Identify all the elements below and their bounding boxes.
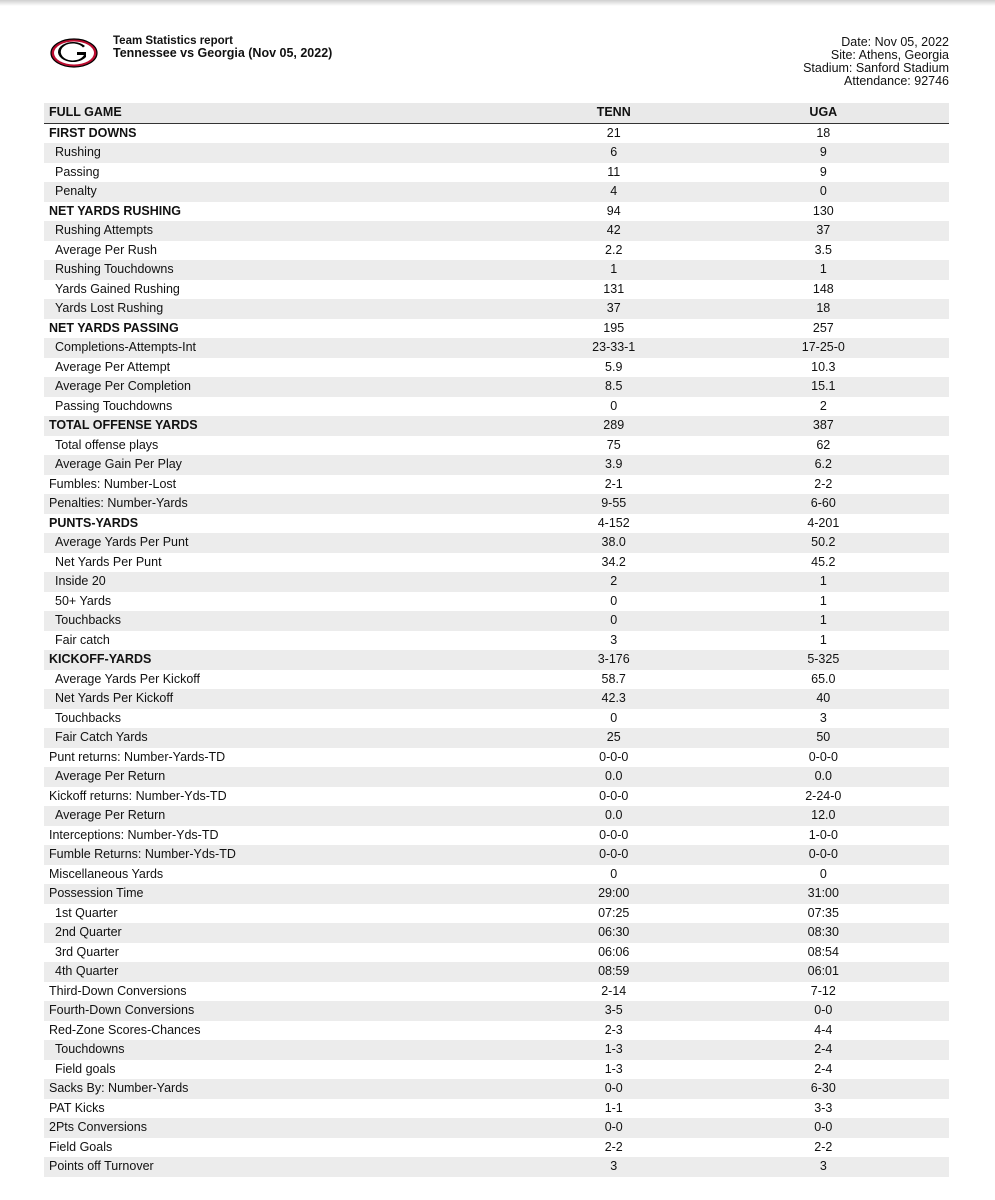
stat-value-uga: 62 bbox=[698, 436, 949, 456]
stat-value-tenn: 94 bbox=[530, 202, 698, 222]
stat-value-tenn: 0-0 bbox=[530, 1079, 698, 1099]
stat-value-tenn: 2 bbox=[530, 572, 698, 592]
stat-label: Completions-Attempts-Int bbox=[44, 338, 530, 358]
report-titles bbox=[113, 35, 332, 60]
table-row bbox=[44, 1118, 949, 1138]
stat-value-uga: 12.0 bbox=[698, 806, 949, 826]
stat-value-uga: 06:01 bbox=[698, 962, 949, 982]
stat-value-tenn: 23-33-1 bbox=[530, 338, 698, 358]
stat-value-uga: 6-60 bbox=[698, 494, 949, 514]
table-row bbox=[44, 826, 949, 846]
table-row bbox=[44, 904, 949, 924]
stat-label: TOTAL OFFENSE YARDS bbox=[44, 416, 530, 436]
stat-label: Fumble Returns: Number-Yds-TD bbox=[44, 845, 530, 865]
stat-label: Average Gain Per Play bbox=[44, 455, 530, 475]
table-row bbox=[44, 221, 949, 241]
stat-value-tenn: 0 bbox=[530, 865, 698, 885]
stat-label: Possession Time bbox=[44, 884, 530, 904]
table-row bbox=[44, 202, 949, 222]
table-row bbox=[44, 1001, 949, 1021]
stat-value-uga: 18 bbox=[698, 299, 949, 319]
table-row bbox=[44, 475, 949, 495]
stat-label: Yards Lost Rushing bbox=[44, 299, 530, 319]
stat-value-uga: 130 bbox=[698, 202, 949, 222]
stat-value-tenn: 07:25 bbox=[530, 904, 698, 924]
stat-value-uga: 45.2 bbox=[698, 553, 949, 573]
stat-label: Average Per Attempt bbox=[44, 358, 530, 378]
stat-value-uga: 3-3 bbox=[698, 1099, 949, 1119]
report-header bbox=[0, 0, 995, 100]
table-row bbox=[44, 436, 949, 456]
game-attendance: Attendance: 92746 bbox=[844, 74, 949, 88]
stat-value-tenn: 3 bbox=[530, 1157, 698, 1177]
stat-label: Inside 20 bbox=[44, 572, 530, 592]
table-row bbox=[44, 1040, 949, 1060]
stat-value-uga: 4-201 bbox=[698, 514, 949, 534]
table-row bbox=[44, 260, 949, 280]
stat-value-tenn: 0-0-0 bbox=[530, 787, 698, 807]
table-row bbox=[44, 494, 949, 514]
stat-value-tenn: 0 bbox=[530, 397, 698, 417]
stat-label: Fair Catch Yards bbox=[44, 728, 530, 748]
stat-value-tenn: 0 bbox=[530, 611, 698, 631]
stat-value-uga: 0-0 bbox=[698, 1001, 949, 1021]
stat-value-uga: 0 bbox=[698, 865, 949, 885]
georgia-logo-icon bbox=[50, 38, 98, 68]
stat-value-tenn: 06:06 bbox=[530, 943, 698, 963]
stat-value-uga: 1 bbox=[698, 572, 949, 592]
table-row bbox=[44, 1157, 949, 1177]
stat-label: Net Yards Per Kickoff bbox=[44, 689, 530, 709]
stat-label: 50+ Yards bbox=[44, 592, 530, 612]
stat-label: Points off Turnover bbox=[44, 1157, 530, 1177]
stat-value-uga: 2-4 bbox=[698, 1040, 949, 1060]
stat-label: Sacks By: Number-Yards bbox=[44, 1079, 530, 1099]
stat-value-uga: 3 bbox=[698, 1157, 949, 1177]
table-row bbox=[44, 416, 949, 436]
stat-value-tenn: 1-3 bbox=[530, 1060, 698, 1080]
stat-label: Touchdowns bbox=[44, 1040, 530, 1060]
table-row bbox=[44, 143, 949, 163]
table-row bbox=[44, 923, 949, 943]
table-row bbox=[44, 553, 949, 573]
stat-value-uga: 1 bbox=[698, 592, 949, 612]
stat-label: Punt returns: Number-Yards-TD bbox=[44, 748, 530, 768]
stat-value-uga: 50.2 bbox=[698, 533, 949, 553]
table-row bbox=[44, 845, 949, 865]
stat-value-uga: 65.0 bbox=[698, 670, 949, 690]
stat-label: 3rd Quarter bbox=[44, 943, 530, 963]
stat-label: Rushing bbox=[44, 143, 530, 163]
stat-label: Average Per Rush bbox=[44, 241, 530, 261]
table-row bbox=[44, 884, 949, 904]
stat-value-uga: 08:30 bbox=[698, 923, 949, 943]
stat-value-tenn: 0-0-0 bbox=[530, 845, 698, 865]
table-row bbox=[44, 358, 949, 378]
stat-value-tenn: 06:30 bbox=[530, 923, 698, 943]
stat-value-uga: 2-4 bbox=[698, 1060, 949, 1080]
stat-label: Touchbacks bbox=[44, 611, 530, 631]
stat-value-uga: 3.5 bbox=[698, 241, 949, 261]
stat-value-uga: 387 bbox=[698, 416, 949, 436]
stat-value-uga: 2-2 bbox=[698, 475, 949, 495]
stat-value-uga: 1-0-0 bbox=[698, 826, 949, 846]
table-row bbox=[44, 123, 949, 143]
stat-value-tenn: 08:59 bbox=[530, 962, 698, 982]
matchup-title: Tennessee vs Georgia (Nov 05, 2022) bbox=[113, 46, 333, 60]
table-row bbox=[44, 767, 949, 787]
stat-value-tenn: 4 bbox=[530, 182, 698, 202]
stat-value-tenn: 38.0 bbox=[530, 533, 698, 553]
column-header-full-game: FULL GAME bbox=[44, 103, 530, 123]
stat-value-tenn: 2-2 bbox=[530, 1138, 698, 1158]
stat-value-tenn: 0 bbox=[530, 592, 698, 612]
stat-value-tenn: 25 bbox=[530, 728, 698, 748]
stat-value-tenn: 3.9 bbox=[530, 455, 698, 475]
stat-value-uga: 148 bbox=[698, 280, 949, 300]
stat-value-tenn: 11 bbox=[530, 163, 698, 183]
stat-label: Rushing Touchdowns bbox=[44, 260, 530, 280]
stat-value-uga: 5-325 bbox=[698, 650, 949, 670]
table-row bbox=[44, 592, 949, 612]
stat-label: KICKOFF-YARDS bbox=[44, 650, 530, 670]
stat-value-tenn: 0-0-0 bbox=[530, 748, 698, 768]
stat-value-uga: 07:35 bbox=[698, 904, 949, 924]
stat-label: Passing bbox=[44, 163, 530, 183]
team-stats-table bbox=[44, 103, 949, 1177]
stat-value-tenn: 5.9 bbox=[530, 358, 698, 378]
stat-label: Passing Touchdowns bbox=[44, 397, 530, 417]
stat-value-uga: 6-30 bbox=[698, 1079, 949, 1099]
stat-label: Field goals bbox=[44, 1060, 530, 1080]
stat-value-uga: 10.3 bbox=[698, 358, 949, 378]
table-row bbox=[44, 377, 949, 397]
stat-label: NET YARDS RUSHING bbox=[44, 202, 530, 222]
stat-value-tenn: 42.3 bbox=[530, 689, 698, 709]
stat-value-tenn: 58.7 bbox=[530, 670, 698, 690]
table-row bbox=[44, 631, 949, 651]
stat-label: PAT Kicks bbox=[44, 1099, 530, 1119]
table-row bbox=[44, 397, 949, 417]
stat-value-uga: 50 bbox=[698, 728, 949, 748]
stat-value-tenn: 4-152 bbox=[530, 514, 698, 534]
column-header-uga: UGA bbox=[698, 103, 949, 123]
table-row bbox=[44, 572, 949, 592]
table-row bbox=[44, 865, 949, 885]
table-row bbox=[44, 1079, 949, 1099]
stat-value-uga: 1 bbox=[698, 260, 949, 280]
stat-value-uga: 1 bbox=[698, 611, 949, 631]
table-row bbox=[44, 319, 949, 339]
stat-value-tenn: 75 bbox=[530, 436, 698, 456]
stat-label: FIRST DOWNS bbox=[44, 123, 530, 143]
table-row bbox=[44, 787, 949, 807]
stat-value-tenn: 0-0 bbox=[530, 1118, 698, 1138]
stat-value-uga: 2-2 bbox=[698, 1138, 949, 1158]
stat-label: 2nd Quarter bbox=[44, 923, 530, 943]
stat-value-uga: 6.2 bbox=[698, 455, 949, 475]
stat-value-uga: 4-4 bbox=[698, 1021, 949, 1041]
stat-value-uga: 0-0 bbox=[698, 1118, 949, 1138]
stat-value-uga: 37 bbox=[698, 221, 949, 241]
stat-label: Average Per Return bbox=[44, 806, 530, 826]
table-row bbox=[44, 728, 949, 748]
table-row bbox=[44, 241, 949, 261]
stat-value-tenn: 0 bbox=[530, 709, 698, 729]
stat-label: Penalties: Number-Yards bbox=[44, 494, 530, 514]
stat-label: 1st Quarter bbox=[44, 904, 530, 924]
stat-label: 2Pts Conversions bbox=[44, 1118, 530, 1138]
table-row bbox=[44, 533, 949, 553]
table-row bbox=[44, 982, 949, 1002]
stat-value-uga: 9 bbox=[698, 143, 949, 163]
table-row bbox=[44, 1060, 949, 1080]
stat-value-uga: 40 bbox=[698, 689, 949, 709]
stat-label: 4th Quarter bbox=[44, 962, 530, 982]
stat-value-uga: 31:00 bbox=[698, 884, 949, 904]
game-site: Site: Athens, Georgia bbox=[830, 48, 949, 62]
stat-value-uga: 2 bbox=[698, 397, 949, 417]
stat-label: Interceptions: Number-Yds-TD bbox=[44, 826, 530, 846]
stat-value-tenn: 2-1 bbox=[530, 475, 698, 495]
stat-value-uga: 0.0 bbox=[698, 767, 949, 787]
table-row bbox=[44, 1021, 949, 1041]
stat-value-tenn: 1 bbox=[530, 260, 698, 280]
stat-label: Total offense plays bbox=[44, 436, 530, 456]
stat-value-uga: 0 bbox=[698, 182, 949, 202]
stat-label: Touchbacks bbox=[44, 709, 530, 729]
stat-value-tenn: 0.0 bbox=[530, 767, 698, 787]
stat-value-tenn: 195 bbox=[530, 319, 698, 339]
table-row bbox=[44, 1138, 949, 1158]
stat-label: Yards Gained Rushing bbox=[44, 280, 530, 300]
stat-value-uga: 15.1 bbox=[698, 377, 949, 397]
table-row bbox=[44, 709, 949, 729]
table-row bbox=[44, 962, 949, 982]
stat-label: Average Per Return bbox=[44, 767, 530, 787]
stat-value-uga: 0-0-0 bbox=[698, 845, 949, 865]
table-row bbox=[44, 1099, 949, 1119]
stat-value-uga: 08:54 bbox=[698, 943, 949, 963]
stat-label: Fourth-Down Conversions bbox=[44, 1001, 530, 1021]
stat-label: Fair catch bbox=[44, 631, 530, 651]
stat-label: NET YARDS PASSING bbox=[44, 319, 530, 339]
stat-label: Miscellaneous Yards bbox=[44, 865, 530, 885]
stat-value-tenn: 3-176 bbox=[530, 650, 698, 670]
stat-value-uga: 7-12 bbox=[698, 982, 949, 1002]
stat-label: Average Yards Per Punt bbox=[44, 533, 530, 553]
game-stadium: Stadium: Sanford Stadium bbox=[803, 61, 949, 75]
stat-label: PUNTS-YARDS bbox=[44, 514, 530, 534]
stat-value-tenn: 9-55 bbox=[530, 494, 698, 514]
table-header-row bbox=[44, 103, 949, 123]
stat-value-uga: 257 bbox=[698, 319, 949, 339]
table-row bbox=[44, 163, 949, 183]
report-title: Team Statistics report bbox=[113, 35, 233, 47]
table-body bbox=[44, 123, 949, 1177]
stat-value-tenn: 2-14 bbox=[530, 982, 698, 1002]
stat-value-uga: 3 bbox=[698, 709, 949, 729]
table-row bbox=[44, 806, 949, 826]
stat-value-tenn: 6 bbox=[530, 143, 698, 163]
table-row bbox=[44, 748, 949, 768]
stat-value-tenn: 131 bbox=[530, 280, 698, 300]
stat-value-tenn: 1-1 bbox=[530, 1099, 698, 1119]
table-row bbox=[44, 670, 949, 690]
stat-label: Penalty bbox=[44, 182, 530, 202]
column-header-tenn: TENN bbox=[530, 103, 698, 123]
game-info bbox=[803, 36, 949, 88]
stat-label: Average Per Completion bbox=[44, 377, 530, 397]
table-row bbox=[44, 943, 949, 963]
stat-label: Third-Down Conversions bbox=[44, 982, 530, 1002]
stat-value-tenn: 289 bbox=[530, 416, 698, 436]
stat-label: Field Goals bbox=[44, 1138, 530, 1158]
table-row bbox=[44, 689, 949, 709]
table-row bbox=[44, 280, 949, 300]
stat-value-tenn: 3-5 bbox=[530, 1001, 698, 1021]
stat-value-tenn: 0-0-0 bbox=[530, 826, 698, 846]
table-row bbox=[44, 650, 949, 670]
stat-value-tenn: 2.2 bbox=[530, 241, 698, 261]
stat-value-tenn: 3 bbox=[530, 631, 698, 651]
table-row bbox=[44, 299, 949, 319]
game-date: Date: Nov 05, 2022 bbox=[841, 35, 949, 49]
stat-value-tenn: 0.0 bbox=[530, 806, 698, 826]
stat-label: Red-Zone Scores-Chances bbox=[44, 1021, 530, 1041]
table-row bbox=[44, 455, 949, 475]
stat-value-uga: 17-25-0 bbox=[698, 338, 949, 358]
stat-value-tenn: 21 bbox=[530, 123, 698, 143]
table-row bbox=[44, 338, 949, 358]
stat-label: Rushing Attempts bbox=[44, 221, 530, 241]
stat-value-uga: 1 bbox=[698, 631, 949, 651]
stat-value-tenn: 1-3 bbox=[530, 1040, 698, 1060]
table-row bbox=[44, 182, 949, 202]
stat-value-uga: 9 bbox=[698, 163, 949, 183]
stat-value-tenn: 34.2 bbox=[530, 553, 698, 573]
stat-label: Average Yards Per Kickoff bbox=[44, 670, 530, 690]
stat-value-uga: 0-0-0 bbox=[698, 748, 949, 768]
stat-value-tenn: 2-3 bbox=[530, 1021, 698, 1041]
stat-label: Net Yards Per Punt bbox=[44, 553, 530, 573]
table-row bbox=[44, 611, 949, 631]
stat-value-uga: 18 bbox=[698, 123, 949, 143]
stat-value-tenn: 37 bbox=[530, 299, 698, 319]
stat-value-uga: 2-24-0 bbox=[698, 787, 949, 807]
stat-label: Kickoff returns: Number-Yds-TD bbox=[44, 787, 530, 807]
stat-value-tenn: 42 bbox=[530, 221, 698, 241]
table-row bbox=[44, 514, 949, 534]
stat-label: Fumbles: Number-Lost bbox=[44, 475, 530, 495]
stat-value-tenn: 29:00 bbox=[530, 884, 698, 904]
stat-value-tenn: 8.5 bbox=[530, 377, 698, 397]
